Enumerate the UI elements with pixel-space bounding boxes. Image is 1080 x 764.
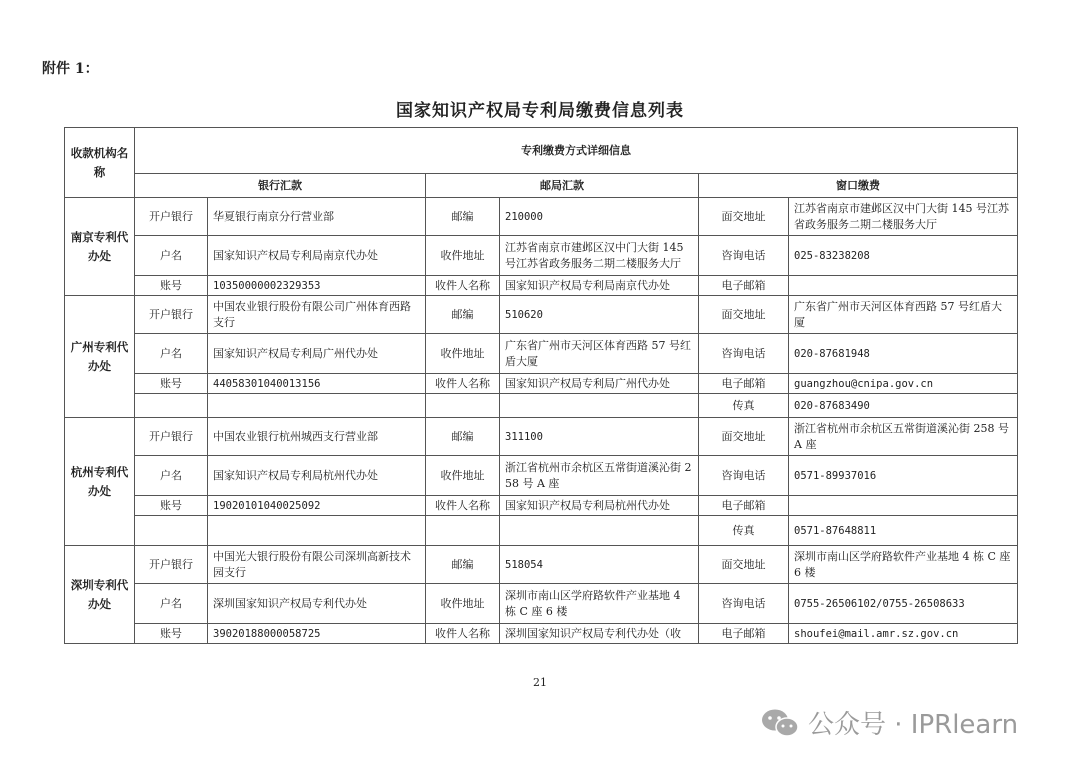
bank-acct-name-value: 国家知识产权局专利局杭州代办处 bbox=[208, 456, 426, 496]
label-cell: 邮编 bbox=[426, 198, 500, 236]
window-email-value bbox=[789, 496, 1018, 516]
office-name: 深圳专利代办处 bbox=[65, 546, 135, 644]
empty-cell bbox=[135, 394, 208, 418]
empty-cell bbox=[426, 394, 500, 418]
label-cell: 账号 bbox=[135, 276, 208, 296]
window-tel-value: 0755-26506102/0755-26508633 bbox=[789, 584, 1018, 624]
bank-acct-name-value: 国家知识产权局专利局广州代办处 bbox=[208, 334, 426, 374]
window-face-value: 江苏省南京市建邺区汉中门大街 145 号江苏省政务服务二期二楼服务大厅 bbox=[789, 198, 1018, 236]
watermark-text: 公众号 · IPRlearn bbox=[808, 710, 1019, 740]
window-fax-value: 020-87683490 bbox=[789, 394, 1018, 418]
window-face-value: 浙江省杭州市余杭区五常街道溪沁街 258 号 A 座 bbox=[789, 418, 1018, 456]
page-title: 国家知识产权局专利局缴费信息列表 bbox=[396, 101, 684, 121]
bank-acct-no-value: 10350000002329353 bbox=[208, 276, 426, 296]
bank-acct-no-value: 19020101040025092 bbox=[208, 496, 426, 516]
label-cell: 面交地址 bbox=[699, 546, 789, 584]
table-row bbox=[65, 546, 1018, 584]
post-zip-value: 510620 bbox=[500, 296, 699, 334]
header-window: 窗口缴费 bbox=[699, 174, 1018, 198]
bank-open-value: 中国农业银行股份有限公司广州体育西路支行 bbox=[208, 296, 426, 334]
office-name: 广州专利代办处 bbox=[65, 296, 135, 418]
post-recv-value: 国家知识产权局专利局南京代办处 bbox=[500, 276, 699, 296]
label-cell: 收件地址 bbox=[426, 236, 500, 276]
table-row bbox=[65, 236, 1018, 276]
window-email-value: shoufei@mail.amr.sz.gov.cn bbox=[789, 624, 1018, 644]
label-cell: 开户银行 bbox=[135, 418, 208, 456]
empty-cell bbox=[426, 516, 500, 546]
window-email-value bbox=[789, 276, 1018, 296]
label-cell: 收件地址 bbox=[426, 584, 500, 624]
post-zip-value: 210000 bbox=[500, 198, 699, 236]
post-addr-value: 深圳市南山区学府路软件产业基地 4 栋 C 座 6 楼 bbox=[500, 584, 699, 624]
table-row bbox=[65, 516, 1018, 546]
post-zip-value: 518054 bbox=[500, 546, 699, 584]
label-cell: 账号 bbox=[135, 624, 208, 644]
office-name: 杭州专利代办处 bbox=[65, 418, 135, 546]
label-cell: 面交地址 bbox=[699, 198, 789, 236]
post-addr-value: 广东省广州市天河区体育西路 57 号红盾大厦 bbox=[500, 334, 699, 374]
label-cell: 开户银行 bbox=[135, 546, 208, 584]
post-recv-value: 国家知识产权局专利局杭州代办处 bbox=[500, 496, 699, 516]
bank-open-value: 华夏银行南京分行营业部 bbox=[208, 198, 426, 236]
table-row bbox=[65, 394, 1018, 418]
table-row bbox=[65, 418, 1018, 456]
post-recv-value: 国家知识产权局专利局广州代办处 bbox=[500, 374, 699, 394]
bank-acct-name-value: 深圳国家知识产权局专利代办处 bbox=[208, 584, 426, 624]
label-cell: 电子邮箱 bbox=[699, 276, 789, 296]
label-cell: 开户银行 bbox=[135, 198, 208, 236]
empty-cell bbox=[208, 516, 426, 546]
table-row bbox=[65, 456, 1018, 496]
page-number: 21 bbox=[533, 676, 547, 689]
header-details: 专利缴费方式详细信息 bbox=[135, 128, 1018, 174]
post-recv-value: 深圳国家知识产权局专利代办处（收 bbox=[500, 624, 699, 644]
label-cell: 电子邮箱 bbox=[699, 374, 789, 394]
table-row bbox=[65, 374, 1018, 394]
office-name: 南京专利代办处 bbox=[65, 198, 135, 296]
label-cell: 收件地址 bbox=[426, 334, 500, 374]
label-cell: 邮编 bbox=[426, 546, 500, 584]
label-cell: 账号 bbox=[135, 496, 208, 516]
annex-label: 附件 1： bbox=[42, 61, 99, 77]
bank-acct-no-value: 44058301040013156 bbox=[208, 374, 426, 394]
empty-cell bbox=[135, 516, 208, 546]
bank-acct-no-value: 39020188000058725 bbox=[208, 624, 426, 644]
label-cell: 电子邮箱 bbox=[699, 624, 789, 644]
table-row bbox=[65, 334, 1018, 374]
label-cell: 咨询电话 bbox=[699, 456, 789, 496]
label-cell: 传真 bbox=[699, 516, 789, 546]
label-cell: 户名 bbox=[135, 236, 208, 276]
label-cell: 电子邮箱 bbox=[699, 496, 789, 516]
bank-open-value: 中国光大银行股份有限公司深圳高新技术园支行 bbox=[208, 546, 426, 584]
label-cell: 开户银行 bbox=[135, 296, 208, 334]
label-cell: 收件地址 bbox=[426, 456, 500, 496]
post-zip-value: 311100 bbox=[500, 418, 699, 456]
empty-cell bbox=[208, 394, 426, 418]
window-tel-value: 020-87681948 bbox=[789, 334, 1018, 374]
label-cell: 面交地址 bbox=[699, 418, 789, 456]
label-cell: 面交地址 bbox=[699, 296, 789, 334]
table-row bbox=[65, 624, 1018, 644]
table-row bbox=[65, 276, 1018, 296]
watermark bbox=[760, 704, 1018, 741]
table-row bbox=[65, 296, 1018, 334]
label-cell: 咨询电话 bbox=[699, 334, 789, 374]
header-org: 收款机构名称 bbox=[65, 128, 135, 198]
empty-cell bbox=[500, 516, 699, 546]
wechat-icon bbox=[760, 707, 800, 739]
bank-open-value: 中国农业银行杭州城西支行营业部 bbox=[208, 418, 426, 456]
window-fax-value: 0571-87648811 bbox=[789, 516, 1018, 546]
label-cell: 咨询电话 bbox=[699, 584, 789, 624]
table-row bbox=[65, 584, 1018, 624]
window-face-value: 广东省广州市天河区体育西路 57 号红盾大厦 bbox=[789, 296, 1018, 334]
post-addr-value: 江苏省南京市建邺区汉中门大街 145 号江苏省政务服务二期二楼服务大厅 bbox=[500, 236, 699, 276]
bank-acct-name-value: 国家知识产权局专利局南京代办处 bbox=[208, 236, 426, 276]
table-row bbox=[65, 496, 1018, 516]
label-cell: 收件人名称 bbox=[426, 624, 500, 644]
label-cell: 邮编 bbox=[426, 296, 500, 334]
empty-cell bbox=[500, 394, 699, 418]
label-cell: 邮编 bbox=[426, 418, 500, 456]
table-row bbox=[65, 198, 1018, 236]
header-bank: 银行汇款 bbox=[135, 174, 426, 198]
label-cell: 户名 bbox=[135, 584, 208, 624]
fee-info-table bbox=[64, 127, 1018, 644]
label-cell: 户名 bbox=[135, 456, 208, 496]
post-addr-value: 浙江省杭州市余杭区五常街道溪沁街 258 号 A 座 bbox=[500, 456, 699, 496]
label-cell: 收件人名称 bbox=[426, 276, 500, 296]
window-tel-value: 0571-89937016 bbox=[789, 456, 1018, 496]
header-post: 邮局汇款 bbox=[426, 174, 699, 198]
window-tel-value: 025-83238208 bbox=[789, 236, 1018, 276]
label-cell: 传真 bbox=[699, 394, 789, 418]
label-cell: 户名 bbox=[135, 334, 208, 374]
label-cell: 收件人名称 bbox=[426, 374, 500, 394]
window-email-value: guangzhou@cnipa.gov.cn bbox=[789, 374, 1018, 394]
label-cell: 咨询电话 bbox=[699, 236, 789, 276]
window-face-value: 深圳市南山区学府路软件产业基地 4 栋 C 座 6 楼 bbox=[789, 546, 1018, 584]
label-cell: 收件人名称 bbox=[426, 496, 500, 516]
label-cell: 账号 bbox=[135, 374, 208, 394]
